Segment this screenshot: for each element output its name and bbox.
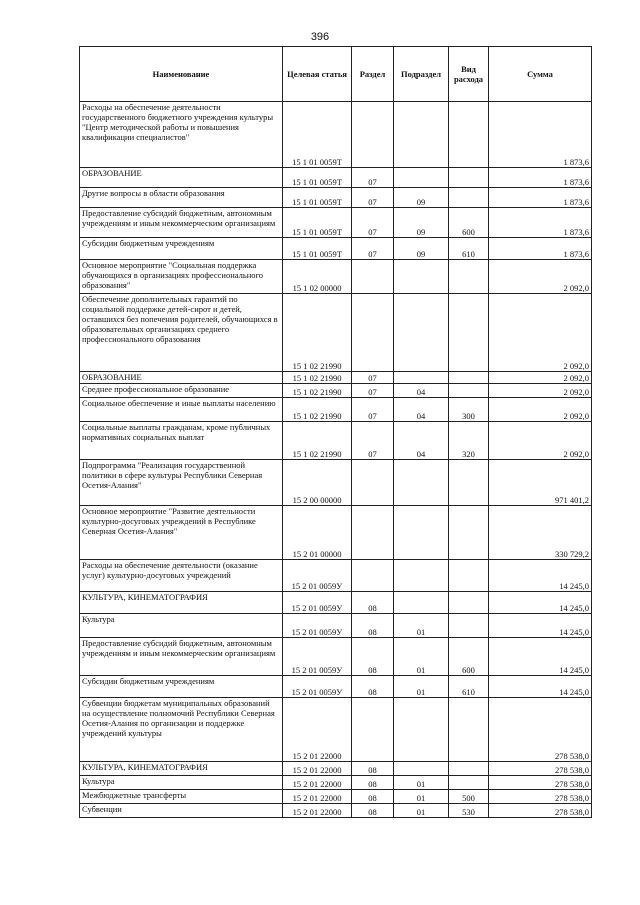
row-code: 15 2 00 00000 (283, 460, 352, 506)
row-section (352, 294, 394, 372)
row-amount: 278 538,0 (489, 804, 592, 818)
row-subsection (394, 294, 449, 372)
row-name: Основное мероприятие "Развитие деятельности культурно-досуговых учреждений в Республике Северная Осетия-Алания" (80, 506, 283, 560)
row-code: 15 2 01 22000 (283, 776, 352, 790)
row-amount: 1 873,6 (489, 102, 592, 168)
table-row (80, 188, 592, 208)
row-subsection: 04 (394, 384, 449, 398)
table-row (80, 790, 592, 804)
row-section: 07 (352, 238, 394, 260)
row-expense-type (449, 384, 489, 398)
row-section (352, 506, 394, 560)
row-section (352, 460, 394, 506)
row-subsection: 09 (394, 188, 449, 208)
row-code: 15 1 01 0059Т (283, 238, 352, 260)
row-section: 07 (352, 208, 394, 238)
row-amount: 278 538,0 (489, 776, 592, 790)
row-amount: 971 401,2 (489, 460, 592, 506)
row-name: Культура (80, 614, 283, 638)
row-code: 15 1 01 0059Т (283, 102, 352, 168)
row-name: Расходы на обеспечение деятельности (оказание услуг) культурно-досуговых учреждений (80, 560, 283, 592)
row-name: КУЛЬТУРА, КИНЕМАТОГРАФИЯ (80, 592, 283, 614)
row-name: Подпрограмма "Реализация государственной политики в сфере культуры Республики Северная Осетия-Алания" (80, 460, 283, 506)
row-section (352, 698, 394, 762)
row-name: Предоставление субсидий бюджетным, автономным учреждениям и иным некоммерческим организациям (80, 208, 283, 238)
row-amount: 14 245,0 (489, 676, 592, 698)
row-amount: 1 873,6 (489, 188, 592, 208)
row-code: 15 2 01 22000 (283, 804, 352, 818)
row-subsection: 09 (394, 208, 449, 238)
row-section (352, 560, 394, 592)
row-section: 08 (352, 776, 394, 790)
row-name: Другие вопросы в области образования (80, 188, 283, 208)
row-subsection (394, 592, 449, 614)
row-expense-type (449, 372, 489, 384)
row-section: 07 (352, 168, 394, 188)
row-subsection (394, 506, 449, 560)
row-section (352, 102, 394, 168)
row-expense-type (449, 614, 489, 638)
row-subsection (394, 698, 449, 762)
header-expense-type: Вид расхода (449, 47, 489, 102)
row-name: ОБРАЗОВАНИЕ (80, 372, 283, 384)
table-row (80, 592, 592, 614)
row-expense-type (449, 560, 489, 592)
row-expense-type: 610 (449, 676, 489, 698)
row-amount: 14 245,0 (489, 592, 592, 614)
row-subsection: 04 (394, 398, 449, 422)
row-name: Основное мероприятие "Социальная поддержка обучающихся в организациях профессионального образования" (80, 260, 283, 294)
row-code: 15 2 01 22000 (283, 790, 352, 804)
row-expense-type: 600 (449, 208, 489, 238)
row-subsection: 09 (394, 238, 449, 260)
row-expense-type: 610 (449, 238, 489, 260)
row-subsection: 01 (394, 790, 449, 804)
table-row (80, 698, 592, 762)
row-code: 15 2 01 22000 (283, 698, 352, 762)
table-row (80, 372, 592, 384)
header-subsection: Подраздел (394, 47, 449, 102)
row-section: 07 (352, 398, 394, 422)
row-section: 08 (352, 762, 394, 776)
row-code: 15 1 01 0059Т (283, 208, 352, 238)
table-row (80, 614, 592, 638)
row-subsection: 04 (394, 422, 449, 460)
table-row (80, 638, 592, 676)
row-amount: 2 092,0 (489, 372, 592, 384)
row-subsection (394, 260, 449, 294)
row-code: 15 2 01 0059У (283, 638, 352, 676)
header-code: Целевая статья (283, 47, 352, 102)
row-subsection: 01 (394, 614, 449, 638)
header-name: Наименование (80, 47, 283, 102)
row-code: 15 1 02 00000 (283, 260, 352, 294)
row-name: Субвенции бюджетам муниципальных образований на осуществление полномочий Республики Северная Осетия-Алания по организации и поддержке учреждений культуры (80, 698, 283, 762)
row-name: Среднее профессиональное образование (80, 384, 283, 398)
row-section: 08 (352, 790, 394, 804)
row-expense-type: 600 (449, 638, 489, 676)
table-row (80, 398, 592, 422)
row-subsection: 01 (394, 676, 449, 698)
table-row (80, 294, 592, 372)
table-row (80, 506, 592, 560)
row-amount: 14 245,0 (489, 560, 592, 592)
row-section (352, 260, 394, 294)
row-code: 15 2 01 0059У (283, 614, 352, 638)
row-subsection (394, 460, 449, 506)
table-row (80, 260, 592, 294)
table-row (80, 384, 592, 398)
row-amount: 1 873,6 (489, 208, 592, 238)
row-expense-type: 320 (449, 422, 489, 460)
row-code: 15 2 01 0059У (283, 592, 352, 614)
table-row (80, 208, 592, 238)
row-expense-type (449, 776, 489, 790)
table-row (80, 776, 592, 790)
row-section: 08 (352, 804, 394, 818)
row-code: 15 2 01 0059У (283, 560, 352, 592)
row-section: 08 (352, 592, 394, 614)
row-subsection (394, 102, 449, 168)
row-name: Социальные выплаты гражданам, кроме публичных нормативных социальных выплат (80, 422, 283, 460)
row-subsection (394, 762, 449, 776)
row-name: Предоставление субсидий бюджетным, автономным учреждениям и иным некоммерческим организациям (80, 638, 283, 676)
row-expense-type (449, 260, 489, 294)
row-subsection (394, 168, 449, 188)
row-name: Социальное обеспечение и иные выплаты населению (80, 398, 283, 422)
row-name: Обеспечение дополнительных гарантий по социальной поддержке детей-сирот и детей, оставшихся без попечения родителей, обучающихся в образовательных организациях среднего профессионального образования (80, 294, 283, 372)
row-amount: 2 092,0 (489, 384, 592, 398)
table-row (80, 560, 592, 592)
table-row (80, 422, 592, 460)
row-code: 15 2 01 00000 (283, 506, 352, 560)
row-section: 07 (352, 384, 394, 398)
row-code: 15 1 01 0059Т (283, 188, 352, 208)
row-code: 15 1 02 21990 (283, 294, 352, 372)
row-section: 07 (352, 422, 394, 460)
budget-table (79, 46, 592, 818)
table-row (80, 102, 592, 168)
row-section: 08 (352, 638, 394, 676)
row-amount: 1 873,6 (489, 168, 592, 188)
row-amount: 330 729,2 (489, 506, 592, 560)
row-name: Межбюджетные трансферты (80, 790, 283, 804)
page-number: 396 (310, 31, 330, 43)
row-section: 07 (352, 372, 394, 384)
row-expense-type (449, 460, 489, 506)
row-code: 15 2 01 0059У (283, 676, 352, 698)
row-amount: 14 245,0 (489, 638, 592, 676)
row-expense-type (449, 592, 489, 614)
table-row (80, 804, 592, 818)
header-amount: Сумма (489, 47, 592, 102)
row-amount: 14 245,0 (489, 614, 592, 638)
row-name: КУЛЬТУРА, КИНЕМАТОГРАФИЯ (80, 762, 283, 776)
row-subsection (394, 372, 449, 384)
row-code: 15 1 02 21990 (283, 422, 352, 460)
row-subsection: 01 (394, 776, 449, 790)
row-expense-type (449, 698, 489, 762)
row-expense-type (449, 506, 489, 560)
row-subsection (394, 560, 449, 592)
row-code: 15 1 01 0059Т (283, 168, 352, 188)
row-expense-type: 500 (449, 790, 489, 804)
table-row (80, 238, 592, 260)
table-row (80, 676, 592, 698)
row-expense-type (449, 762, 489, 776)
row-expense-type (449, 294, 489, 372)
row-amount: 278 538,0 (489, 698, 592, 762)
row-code: 15 1 02 21990 (283, 398, 352, 422)
row-amount: 278 538,0 (489, 790, 592, 804)
row-expense-type (449, 168, 489, 188)
row-code: 15 1 02 21990 (283, 384, 352, 398)
row-subsection: 01 (394, 804, 449, 818)
table-row (80, 168, 592, 188)
row-section: 08 (352, 614, 394, 638)
row-code: 15 1 02 21990 (283, 372, 352, 384)
row-amount: 2 092,0 (489, 260, 592, 294)
row-section: 07 (352, 188, 394, 208)
row-expense-type (449, 102, 489, 168)
row-amount: 2 092,0 (489, 422, 592, 460)
row-code: 15 2 01 22000 (283, 762, 352, 776)
row-name: ОБРАЗОВАНИЕ (80, 168, 283, 188)
row-expense-type: 300 (449, 398, 489, 422)
row-expense-type (449, 188, 489, 208)
table-header-row (80, 47, 592, 102)
table-row (80, 762, 592, 776)
table-row (80, 460, 592, 506)
row-subsection: 01 (394, 638, 449, 676)
row-section: 08 (352, 676, 394, 698)
row-expense-type: 530 (449, 804, 489, 818)
row-name: Расходы на обеспечение деятельности государственного бюджетного учреждения культуры "Центр методической работы и повышения квалификации специалистов" (80, 102, 283, 168)
row-amount: 1 873,6 (489, 238, 592, 260)
row-amount: 278 538,0 (489, 762, 592, 776)
row-name: Субвенции (80, 804, 283, 818)
row-amount: 2 092,0 (489, 398, 592, 422)
row-name: Субсидии бюджетным учреждениям (80, 676, 283, 698)
row-name: Культура (80, 776, 283, 790)
row-name: Субсидии бюджетным учреждениям (80, 238, 283, 260)
header-section: Раздел (352, 47, 394, 102)
row-amount: 2 092,0 (489, 294, 592, 372)
